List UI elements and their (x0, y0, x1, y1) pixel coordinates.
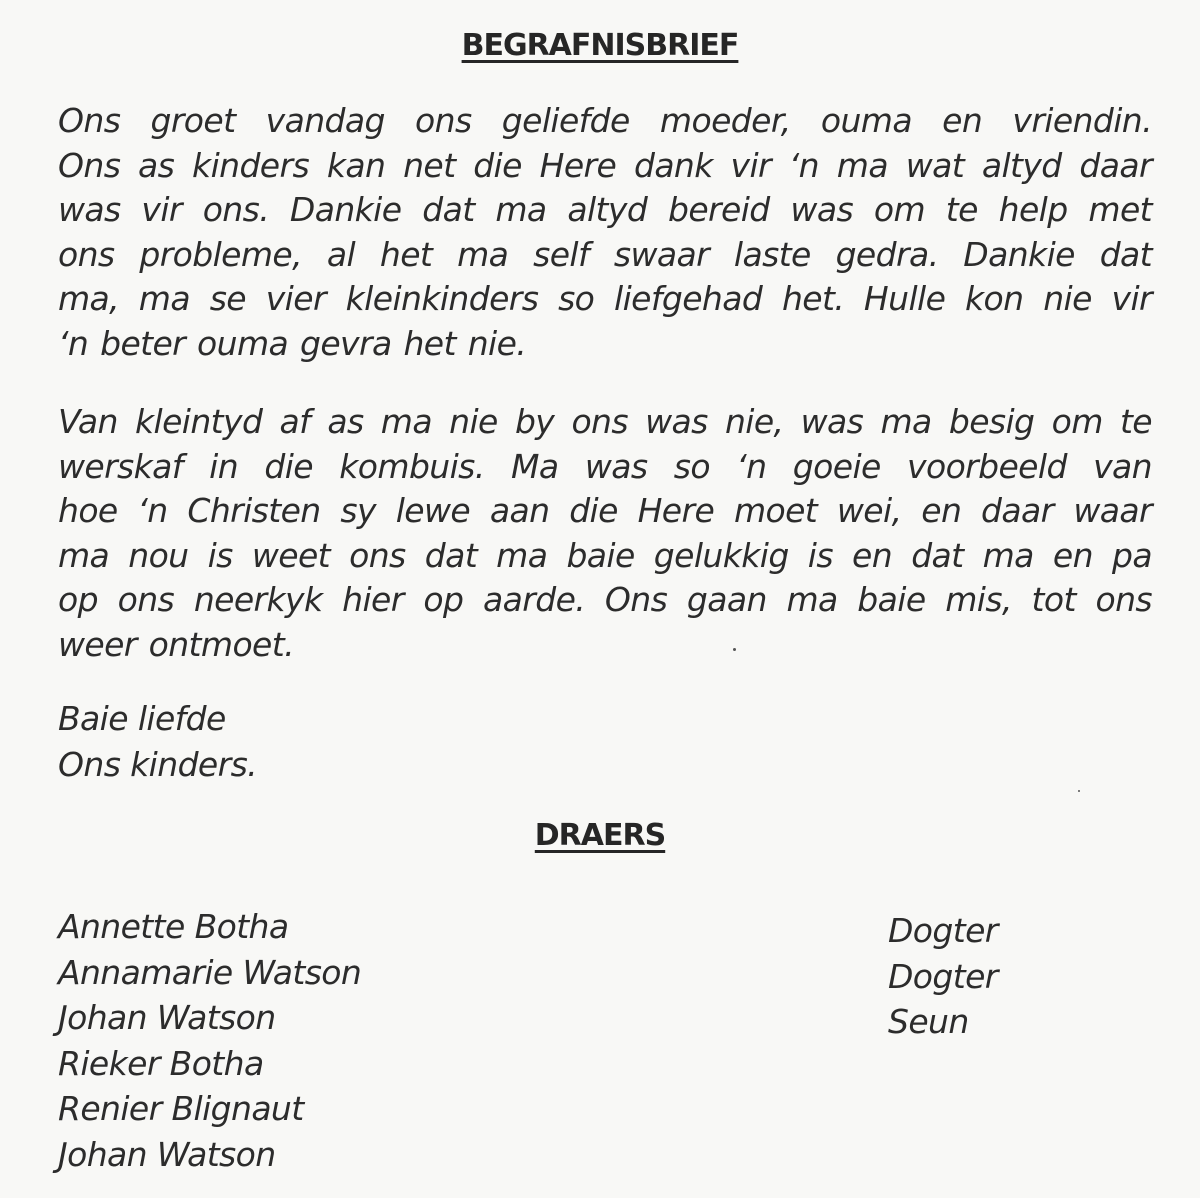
paragraph-line: op ons neerkyk hier op aarde. Ons gaan ma baie mis, tot ons (58, 580, 1152, 619)
letter-paragraph-2 (58, 400, 1152, 667)
pallbearer-name: Renier Blignaut (58, 1089, 304, 1128)
pallbearer-name: Annamarie Watson (58, 952, 362, 992)
pallbearer-names (58, 904, 361, 1177)
paragraph-line: hoe ‘n Christen sy lewe aan die Here moet wei, en daar waar (58, 491, 1152, 530)
pallbearer-name: Annette Botha (58, 907, 289, 946)
paragraph-line: Ons as kinders kan net die Here dank vir ‘n ma wat altyd daar (58, 145, 1152, 185)
paragraph-line: werskaf in die kombuis. Ma was so ‘n goeie voorbeeld van (58, 446, 1152, 486)
paragraph-line: Ons groet vandag ons geliefde moeder, ouma en vriendin. (58, 101, 1152, 140)
relation-label: Dogter (888, 956, 998, 996)
closing-line: Baie liefde (58, 699, 226, 738)
letter-closing (58, 696, 257, 788)
relation-label: Seun (888, 1002, 969, 1041)
pallbearer-name: Johan Watson (58, 998, 276, 1037)
paragraph-line: Van kleintyd af as ma nie by ons was nie, was ma besig om te (58, 402, 1152, 441)
paragraph-line: ma nou is weet ons dat ma baie gelukkig is en dat ma en pa (58, 535, 1152, 575)
pallbearer-name: Rieker Botha (58, 1043, 264, 1083)
paragraph-line: ‘n beter ouma gevra het nie. (58, 323, 527, 363)
paragraph-line: was vir ons. Dankie dat ma altyd bereid was om te help met (58, 190, 1152, 229)
scan-speck (733, 648, 736, 651)
paragraph-line: weer ontmoet. (58, 624, 294, 664)
letter-paragraph-1 (58, 99, 1152, 366)
scan-speck (1078, 790, 1080, 792)
pallbearer-name: Johan Watson (58, 1134, 276, 1174)
closing-signature: Ons kinders. (58, 745, 258, 784)
page-title: BEGRAFNISBRIEF (461, 28, 739, 63)
paragraph-line: ons probleme, al het ma self swaar laste gedra. Dankie dat (58, 234, 1152, 274)
pallbearer-relations (888, 908, 998, 1045)
relation-label: Dogter (888, 911, 998, 950)
pallbearers-heading: DRAERS (534, 818, 666, 853)
paragraph-line: ma, ma se vier kleinkinders so liefgehad het. Hulle kon nie vir (58, 279, 1152, 318)
